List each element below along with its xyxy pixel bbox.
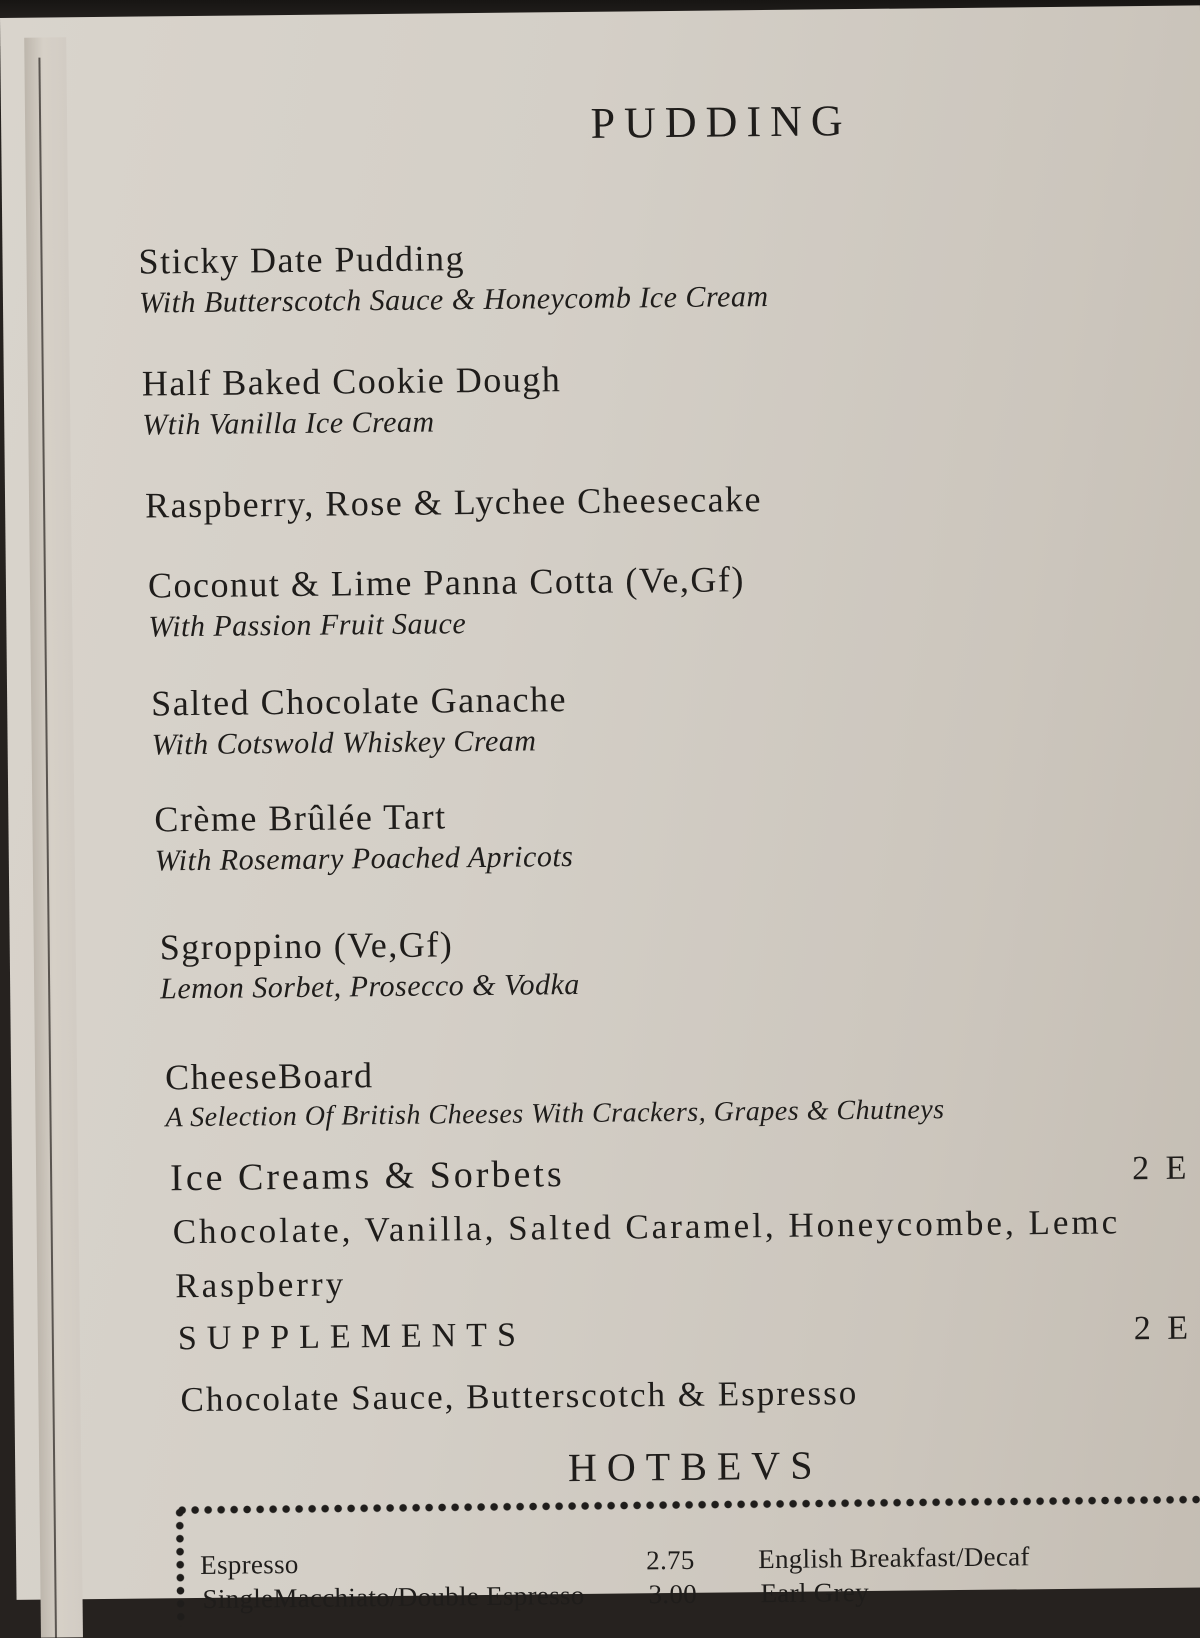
menu-item	[154, 794, 573, 878]
supplements-list: Chocolate Sauce, Butterscotch & Espresso	[180, 1373, 859, 1420]
item-description: With Passion Fruit Sauce	[148, 607, 467, 644]
tea-name: English Breakfast/Decaf	[758, 1541, 1030, 1575]
supplements-price: 2 E	[1133, 1309, 1193, 1348]
item-name: Half Baked Cookie Dough	[141, 359, 562, 404]
item-description: With Rosemary Poached Apricots	[154, 840, 574, 878]
ice-creams-price: 2 E	[1131, 1149, 1191, 1188]
hotbev-price: 3.00	[648, 1578, 698, 1610]
hotbevs-heading: HOTBEVS	[567, 1442, 823, 1491]
menu-item	[145, 478, 762, 526]
pudding-heading: PUDDING	[590, 96, 852, 148]
ice-creams-flavours: Chocolate, Vanilla, Salted Caramel, Honeycombe, Lemc	[172, 1202, 1121, 1252]
item-description: With Cotswold Whiskey Cream	[151, 724, 537, 762]
menu-item	[160, 922, 580, 1006]
ice-creams-title: Ice Creams & Sorbets	[169, 1153, 565, 1200]
item-name: Crème Brûlée Tart	[154, 796, 447, 840]
menu-page	[0, 5, 1200, 1614]
item-name: Sgroppino (Ve,Gf)	[159, 924, 454, 968]
tea-name: Earl Grey	[760, 1576, 870, 1609]
menu-item	[151, 678, 568, 762]
dotted-border-left	[176, 1506, 185, 1626]
item-name: CheeseBoard	[164, 1055, 374, 1098]
menu-item	[165, 1048, 945, 1134]
ice-creams-flavours-cont: Raspberry	[175, 1264, 347, 1306]
hotbev-name: Espresso	[200, 1548, 299, 1580]
dotted-border-top	[176, 1495, 1200, 1514]
item-name: Salted Chocolate Ganache	[150, 679, 568, 724]
menu-item	[142, 358, 562, 442]
menu-item	[138, 234, 768, 321]
item-name: Raspberry, Rose & Lychee Cheesecake	[144, 479, 763, 526]
item-description: Lemon Sorbet, Prosecco & Vodka	[160, 967, 580, 1006]
item-name: Sticky Date Pudding	[138, 238, 466, 282]
item-description: A Selection Of British Cheeses With Crackers, Grapes & Chutneys	[165, 1094, 945, 1134]
supplements-title: SUPPLEMENTS	[177, 1316, 527, 1358]
hotbev-price: 2.75	[646, 1544, 695, 1576]
hotbev-name: SingleMacchiato/Double Espresso	[202, 1579, 585, 1614]
menu-item	[148, 558, 746, 644]
item-description: With Butterscotch Sauce & Honeycomb Ice Cream	[138, 279, 769, 320]
item-description: Wtih Vanilla Ice Cream	[142, 405, 435, 442]
item-name: Coconut & Lime Panna Cotta (Ve,Gf)	[147, 559, 746, 606]
